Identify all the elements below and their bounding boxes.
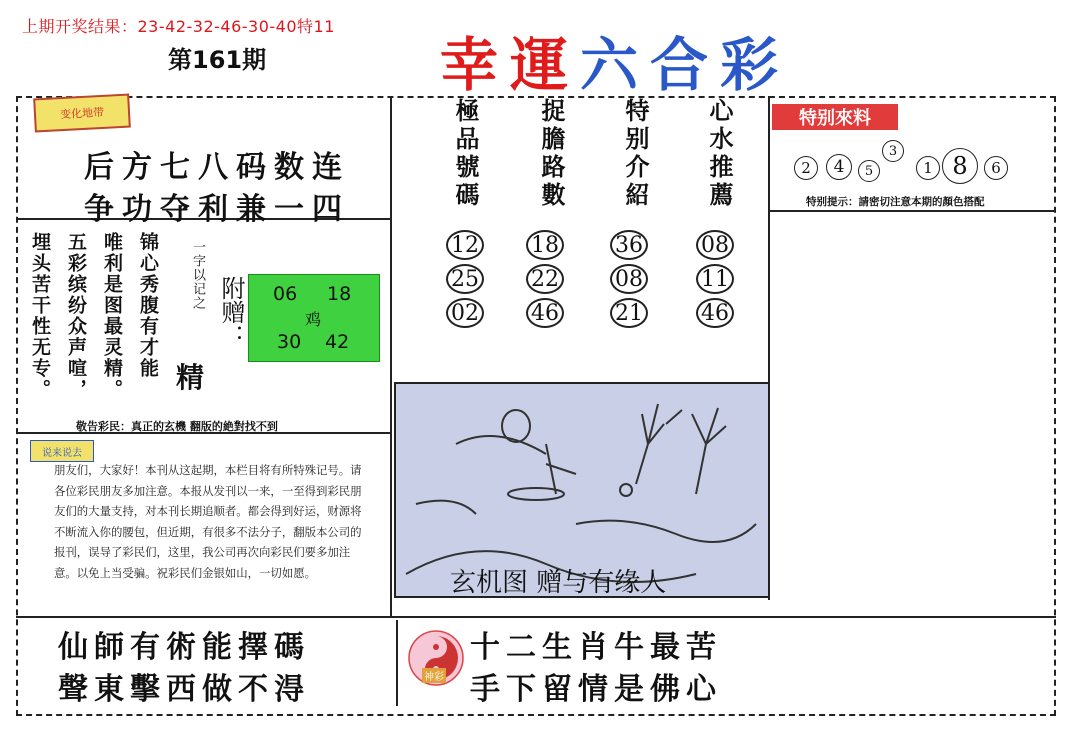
number-ball: 18 (526, 230, 564, 260)
bottom-left-line-1: 仙師有術能擇碼 (58, 630, 310, 665)
special-tag: 特别來料 (772, 104, 898, 130)
gift-word: 精 (176, 361, 205, 394)
notice-text: 敬告彩民：真正的玄機 翻版的絶對找不到 (76, 420, 278, 433)
column-head: 極品號碼 (451, 98, 480, 210)
yin-yang-logo (406, 628, 466, 688)
poem-column: 唯利是图最灵精。 (101, 232, 123, 400)
word-hint: 一字以记之 (190, 240, 205, 310)
number-ball: 08 (610, 264, 648, 294)
special-number: 1 (916, 156, 940, 180)
last-result-text: 上期开奖结果：23-42-32-46-30-40特11 (22, 17, 335, 36)
number-ball: 21 (610, 298, 648, 328)
number-ball: 08 (696, 230, 734, 260)
brand-char: 幸 (440, 31, 511, 99)
special-number: 5 (858, 160, 880, 182)
slogan-line-1: 后方七八码数连 (84, 150, 350, 185)
special-number: 6 (984, 156, 1008, 180)
gift-number: 18 (327, 283, 352, 305)
special-number: 8 (942, 148, 978, 184)
special-tip: 特别提示：請密切注意本期的顏色搭配 (806, 196, 985, 208)
bottom-left-line-2: 聲東擊西做不淂 (58, 672, 310, 707)
column-head: 心水推薦 (705, 98, 734, 210)
gift-number: 30 (277, 331, 302, 353)
number-ball: 46 (526, 298, 564, 328)
number-ball: 11 (696, 264, 734, 294)
info-paragraph: 朋友们，大家好！本刊从这起期，本栏目将有所特殊记号。请各位彩民朋友多加注意。本报从发刊以一来，一至得到彩民朋友们的大量支持，对本刊长期追顺者。都会得到好运，财源将不断流入你的腰包，但近期，有很多不法分子，翻版本公司的报刊，误导了彩民们，这里，我公司再次向彩民们要多加注意。以免上当受骗。祝彩民们金银如山，一切如愿。 (54, 463, 362, 580)
number-ball: 22 (526, 264, 564, 294)
gift-label: 附赠： (217, 276, 245, 348)
brand-char: 六 (580, 31, 651, 99)
special-number: 3 (882, 140, 904, 162)
brand-char: 運 (510, 31, 581, 99)
number-ball: 12 (446, 230, 484, 260)
divider (390, 96, 392, 616)
poem-column: 锦心秀腹有才能 (137, 232, 159, 379)
poem-column: 五彩缤纷众声喧， (65, 232, 87, 400)
number-ball: 46 (696, 298, 734, 328)
special-number: 4 (826, 154, 852, 180)
divider (16, 616, 1056, 618)
number-ball: 36 (610, 230, 648, 260)
gift-numbers-box (248, 274, 380, 362)
column-head: 特别介紹 (621, 98, 650, 210)
brand-title (440, 18, 790, 102)
section-badge-2: 说来说去 (30, 440, 94, 462)
number-ball: 02 (446, 298, 484, 328)
poem-column: 埋头苦干性无专。 (29, 232, 51, 400)
gift-zodiac: 鸡 (305, 310, 322, 329)
picture-caption: 玄机图 赠与有缘人 (450, 568, 667, 598)
column-head: 捉膽路數 (537, 98, 566, 210)
special-number: 2 (794, 156, 818, 180)
logo-text: 神彩 (422, 668, 446, 683)
gift-number: 42 (325, 331, 350, 353)
section-badge: 变化地带 (33, 94, 131, 133)
number-ball: 25 (446, 264, 484, 294)
slogan-line-2: 争功夺利兼一四 (84, 192, 350, 227)
gift-number: 06 (273, 283, 298, 305)
divider (768, 210, 1056, 212)
bottom-right-line-1: 十二生肖牛最苦 (470, 630, 722, 665)
issue-number: 第161期 (168, 46, 267, 74)
brand-char: 合 (650, 31, 721, 99)
divider (396, 620, 398, 706)
brand-char: 彩 (720, 31, 791, 99)
bottom-right-line-2: 手下留情是佛心 (470, 672, 722, 707)
